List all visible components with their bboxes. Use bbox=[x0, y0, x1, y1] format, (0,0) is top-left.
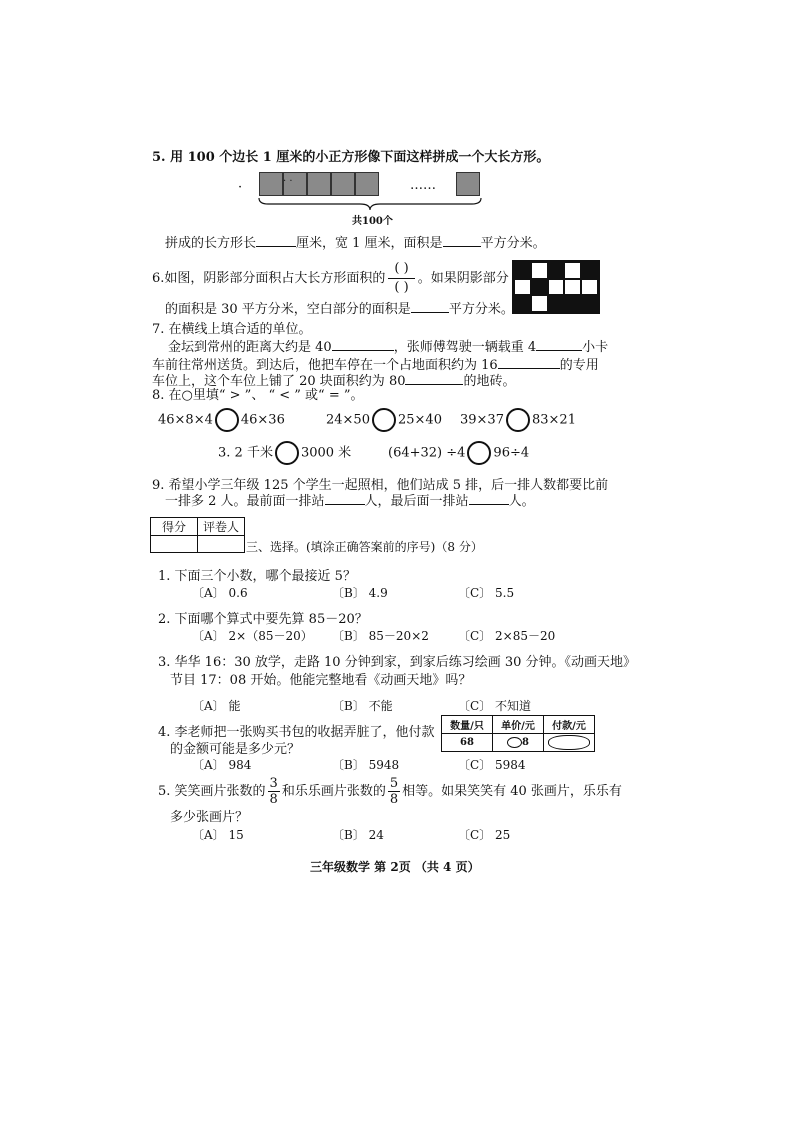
compare-item bbox=[388, 441, 529, 465]
paren: ( ) bbox=[394, 280, 409, 295]
fraction-3-8 bbox=[268, 776, 280, 807]
option-c[interactable] bbox=[458, 756, 526, 773]
question-8-title: 8. 在○里填“ > ”、 “ < ” 或“ = ”。 bbox=[152, 388, 364, 403]
left-expr: 24×50 bbox=[326, 412, 370, 428]
option-text: 5984 bbox=[495, 758, 526, 772]
compare-item bbox=[460, 408, 576, 432]
text: ，张师傅驾驶一辆载重 4 bbox=[393, 340, 537, 355]
small-square bbox=[331, 172, 355, 196]
small-square bbox=[307, 172, 331, 196]
option-label: 〔A〕 bbox=[192, 828, 225, 842]
blank-area[interactable] bbox=[443, 234, 481, 247]
option-text: 85－20×2 bbox=[368, 629, 429, 643]
right-expr: 25×40 bbox=[397, 412, 442, 428]
text: 5. 笑笑画片张数的 bbox=[158, 784, 266, 799]
brace-label: 共100个 bbox=[352, 216, 393, 227]
question-9-line-2 bbox=[165, 490, 535, 509]
option-c[interactable] bbox=[458, 826, 510, 843]
numerator: 3 bbox=[269, 776, 278, 791]
compare-item bbox=[326, 408, 442, 432]
text: 的地砖。 bbox=[463, 374, 516, 389]
text: 金坛到常州的距离大约是 40 bbox=[168, 340, 332, 355]
dot-mark: · bbox=[238, 180, 243, 195]
score-table bbox=[150, 517, 245, 553]
text: 平方分米。 bbox=[480, 236, 546, 251]
right-expr: 83×21 bbox=[531, 412, 576, 428]
text: 和乐乐画片张数的 bbox=[281, 784, 386, 799]
option-a[interactable] bbox=[192, 756, 251, 773]
option-text: 25 bbox=[495, 828, 511, 842]
option-label: 〔B〕 bbox=[332, 758, 365, 772]
text: 人，最后面一排站 bbox=[364, 494, 469, 509]
question-7-title: 7. 在横线上填合适的单位。 bbox=[152, 322, 312, 337]
compare-item bbox=[218, 441, 351, 465]
question-9-line-1: 9. 希望小学三年级 125 个学生一起照相，他们站成 5 排，后一排人数都要比前 bbox=[152, 478, 609, 493]
option-c[interactable] bbox=[458, 697, 531, 714]
blank-cell bbox=[531, 295, 548, 312]
mc-question-3-line-2: 节目 17：08 开始。他能完整地看《动画天地》吗？ bbox=[170, 673, 472, 688]
option-text: 2×85－20 bbox=[495, 629, 556, 643]
question-7-line-1 bbox=[168, 336, 608, 355]
smudge-icon bbox=[507, 737, 522, 748]
text: 6.如图，阴影部分面积占大长方形面积的 bbox=[152, 271, 386, 286]
left-expr: 3. 2 千米 bbox=[218, 445, 273, 461]
text: 的面积是 30 平方分米，空白部分的面积是 bbox=[165, 302, 411, 317]
option-a[interactable] bbox=[192, 627, 313, 644]
receipt-quantity: 68 bbox=[442, 734, 493, 752]
mc-question-3-line-1: 3. 华华 16：30 放学，走路 10 分钟到家，到家后练习绘画 30 分钟。《动画天地》 bbox=[158, 655, 636, 670]
text: 平方分米。 bbox=[448, 302, 514, 317]
shaded-cell bbox=[514, 295, 531, 312]
compare-circle[interactable] bbox=[275, 441, 299, 465]
blank-back-row[interactable] bbox=[469, 492, 509, 505]
option-a[interactable] bbox=[192, 697, 241, 714]
blank-area-unit[interactable] bbox=[498, 356, 560, 369]
option-a[interactable] bbox=[192, 584, 248, 601]
score-header: 得分 bbox=[151, 518, 198, 536]
compare-circle[interactable] bbox=[467, 441, 491, 465]
paren: ( ) bbox=[388, 260, 414, 279]
blank-front-row[interactable] bbox=[325, 492, 365, 505]
option-text: 不知道 bbox=[495, 699, 532, 713]
blank-cell bbox=[564, 262, 581, 279]
blank-cell bbox=[548, 279, 565, 296]
option-c[interactable] bbox=[458, 584, 514, 601]
option-text: 0.6 bbox=[228, 586, 248, 600]
option-text: 5.5 bbox=[495, 586, 515, 600]
question-5-answer-line bbox=[165, 232, 546, 251]
ellipsis: …… bbox=[410, 178, 436, 193]
denominator: 8 bbox=[389, 792, 399, 807]
right-expr: 3000 米 bbox=[300, 445, 352, 461]
shaded-cell bbox=[514, 262, 531, 279]
option-label: 〔B〕 bbox=[332, 629, 365, 643]
option-label: 〔A〕 bbox=[192, 586, 225, 600]
blank-tile-unit[interactable] bbox=[405, 372, 463, 385]
blank-distance-unit[interactable] bbox=[332, 338, 394, 351]
mc-question-4-line-1: 4. 李老师把一张购买书包的收据弄脏了，他付款 bbox=[158, 725, 435, 740]
option-b[interactable] bbox=[332, 756, 399, 773]
text: 拼成的长方形长 bbox=[165, 236, 257, 251]
compare-circle[interactable] bbox=[215, 408, 239, 432]
left-expr: 46×8×4 bbox=[158, 412, 213, 428]
text: 小卡 bbox=[582, 340, 609, 355]
question-5-title: 5. 用 100 个边长 1 厘米的小正方形像下面这样拼成一个大长方形。 bbox=[152, 150, 550, 165]
shaded-cell bbox=[581, 262, 598, 279]
receipt-header: 数量/只 bbox=[442, 716, 493, 734]
option-label: 〔B〕 bbox=[332, 586, 365, 600]
score-cell[interactable] bbox=[151, 536, 198, 553]
receipt-price bbox=[493, 734, 544, 752]
blank-cell bbox=[581, 279, 598, 296]
fraction-blank[interactable] bbox=[388, 260, 414, 297]
option-label: 〔C〕 bbox=[458, 586, 492, 600]
option-label: 〔B〕 bbox=[332, 828, 365, 842]
inner-dots: · · bbox=[283, 176, 293, 187]
shaded-grid bbox=[512, 260, 600, 314]
option-text: 能 bbox=[228, 699, 241, 713]
mc-question-5-line-1 bbox=[158, 776, 622, 807]
mc-question-5-line-2: 多少张画片？ bbox=[170, 810, 249, 825]
option-label: 〔B〕 bbox=[332, 699, 365, 713]
blank-white-area[interactable] bbox=[411, 300, 449, 313]
option-label: 〔C〕 bbox=[458, 758, 492, 772]
option-b[interactable] bbox=[332, 584, 388, 601]
compare-circle[interactable] bbox=[506, 408, 530, 432]
option-label: 〔C〕 bbox=[458, 699, 492, 713]
option-label: 〔C〕 bbox=[458, 828, 492, 842]
compare-item bbox=[158, 408, 285, 432]
grader-header: 评卷人 bbox=[198, 518, 245, 536]
option-label: 〔C〕 bbox=[458, 629, 492, 643]
text: 车前往常州送货。到达后，他把车停在一个占地面积约为 16 bbox=[152, 358, 498, 373]
shaded-cell bbox=[548, 262, 565, 279]
blank-load-unit[interactable] bbox=[536, 338, 582, 351]
blank-cell bbox=[514, 279, 531, 296]
fraction-5-8 bbox=[388, 776, 400, 807]
option-label: 〔A〕 bbox=[192, 758, 225, 772]
denominator: 8 bbox=[269, 792, 278, 807]
small-square bbox=[355, 172, 379, 196]
text: 的专用 bbox=[559, 358, 599, 373]
mc-question-2: 2. 下面哪个算式中要先算 85－20？ bbox=[158, 612, 368, 627]
option-b[interactable] bbox=[332, 697, 393, 714]
option-c[interactable] bbox=[458, 627, 555, 644]
text: 厘米，宽 1 厘米，面积是 bbox=[296, 236, 443, 251]
option-a[interactable] bbox=[192, 826, 244, 843]
option-text: 24 bbox=[368, 828, 384, 842]
smudge-icon bbox=[548, 735, 590, 750]
left-expr: 39×37 bbox=[460, 412, 504, 428]
receipt-total bbox=[544, 734, 595, 752]
option-text: 5948 bbox=[368, 758, 400, 772]
question-6-line-2 bbox=[165, 298, 514, 317]
small-square bbox=[259, 172, 283, 196]
right-expr: 96÷4 bbox=[493, 445, 530, 461]
blank-cell bbox=[564, 279, 581, 296]
option-text: 15 bbox=[228, 828, 244, 842]
shaded-cell bbox=[564, 295, 581, 312]
grader-cell[interactable] bbox=[198, 536, 245, 553]
blank-length[interactable] bbox=[256, 234, 296, 247]
text: 人。 bbox=[508, 494, 535, 509]
text: 一排多 2 人。最前面一排站 bbox=[165, 494, 325, 509]
receipt-header: 付款/元 bbox=[544, 716, 595, 734]
page-footer: 三年级数学 第 2页 （共 4 页） bbox=[310, 860, 480, 874]
option-text: 984 bbox=[228, 758, 252, 772]
text: 相等。如果笑笑有 40 张画片，乐乐有 bbox=[402, 784, 622, 799]
brace bbox=[258, 197, 482, 211]
option-b[interactable] bbox=[332, 826, 384, 843]
option-label: 〔A〕 bbox=[192, 629, 225, 643]
right-expr: 46×36 bbox=[240, 412, 285, 428]
option-text: 不能 bbox=[368, 699, 393, 713]
option-text: 2×（85－20） bbox=[228, 629, 313, 643]
small-square bbox=[456, 172, 480, 196]
option-b[interactable] bbox=[332, 627, 429, 644]
price-digit: 8 bbox=[522, 737, 529, 748]
shaded-cell bbox=[581, 295, 598, 312]
receipt-table bbox=[441, 715, 595, 752]
text: 。如果阴影部分 bbox=[417, 271, 509, 286]
shaded-cell bbox=[531, 279, 548, 296]
mc-question-4-line-2: 的金额可能是多少元？ bbox=[170, 742, 301, 757]
question-6-line-1 bbox=[152, 260, 509, 297]
receipt-header: 单价/元 bbox=[493, 716, 544, 734]
blank-cell bbox=[531, 262, 548, 279]
text: 车位上，这个车位上铺了 20 块面积约为 80 bbox=[152, 374, 406, 389]
option-label: 〔A〕 bbox=[192, 699, 225, 713]
numerator: 5 bbox=[389, 776, 399, 791]
option-text: 4.9 bbox=[368, 586, 388, 600]
compare-circle[interactable] bbox=[372, 408, 396, 432]
shaded-cell bbox=[548, 295, 565, 312]
left-expr: (64+32) ÷4 bbox=[388, 445, 466, 461]
mc-question-1: 1. 下面三个小数，哪个最接近 5？ bbox=[158, 569, 356, 584]
section-3-heading: 三、选择。(填涂正确答案前的序号)（8 分） bbox=[246, 540, 483, 554]
